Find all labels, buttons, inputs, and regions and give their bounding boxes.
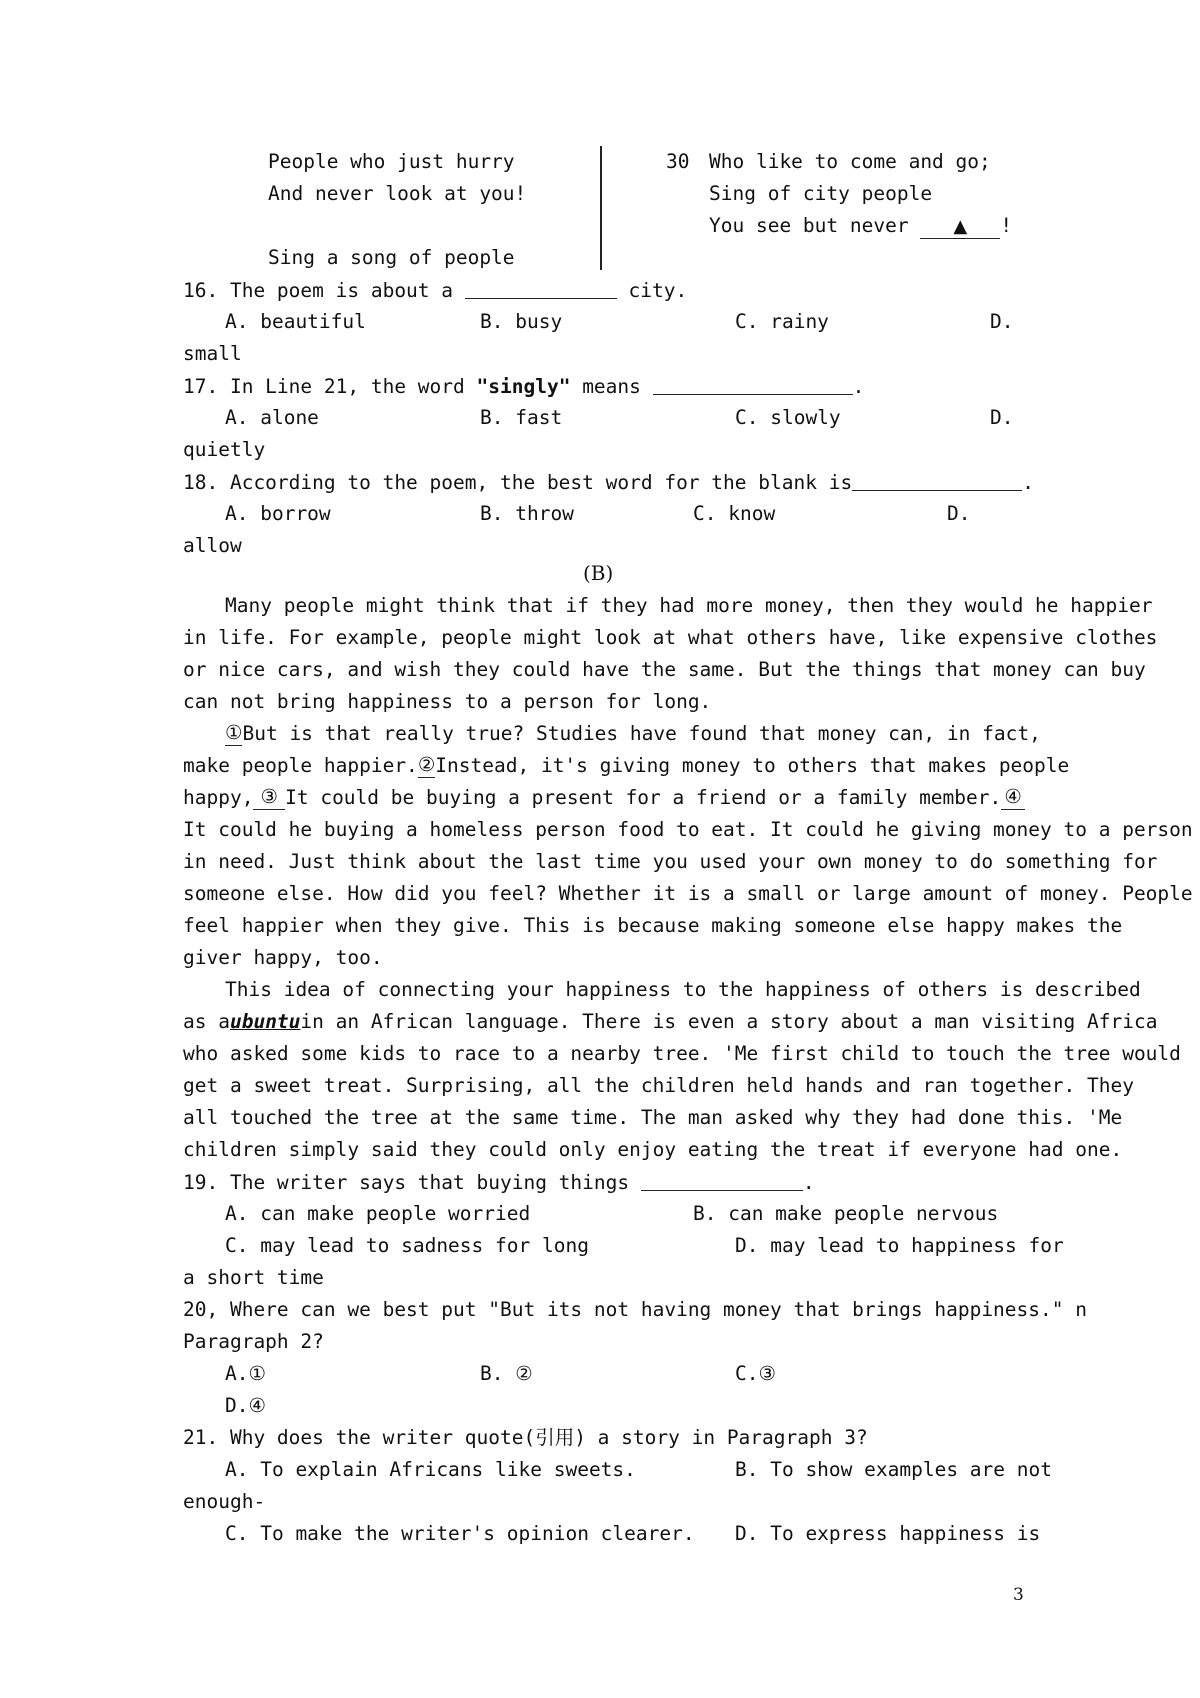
option-b: B. busy [480, 310, 563, 333]
question-20-stem: 20, Where can we best put "But its not having money that brings happiness." n [183, 1298, 1087, 1321]
option-a: A.① [225, 1362, 266, 1385]
option-b: B. fast [480, 406, 563, 429]
passage-text: make people happier. [183, 754, 418, 777]
question-16-end: city. [628, 279, 688, 302]
question-17-text-post: means [582, 375, 641, 398]
passage-line: all touched the tree at the same time. The man asked why they had done this. 'Me [183, 1106, 1123, 1129]
option-c: C. may lead to sadness for long [225, 1234, 589, 1257]
option-d-text: a short time [183, 1266, 324, 1289]
option-a: A. To explain Africans like sweets. [225, 1458, 636, 1481]
passage-line: Many people might think that if they had more money, then they would he happier [225, 594, 1153, 617]
poem-end-punct: ! [1000, 214, 1013, 237]
question-16-stem [183, 278, 687, 303]
poem-right-line [709, 214, 1012, 239]
option-d: D. [990, 310, 1014, 333]
poem-left-line: People who just hurry [268, 150, 515, 173]
option-d: D. [990, 406, 1014, 429]
question-16-text: 16. The poem is about a [183, 279, 454, 302]
passage-line: someone else. How did you feel? Whether it is a small or large amount of money. People [183, 882, 1193, 905]
blank-marker-4: ④ [1001, 786, 1025, 810]
answer-blank [653, 374, 853, 395]
option-a: A. beautiful [225, 310, 366, 333]
passage-text: as a [183, 1010, 230, 1033]
passage-line: feel happier when they give. This is because making someone else happy makes the [183, 914, 1123, 937]
option-d-text: quietly [183, 438, 266, 461]
question-19-stem [183, 1170, 815, 1195]
passage-text: happy, [183, 786, 254, 809]
passage-line: It could he buying a homeless person food to eat. It could he giving money to a person [183, 818, 1193, 841]
passage-line: in life. For example, people might look at what others have, like expensive clothes [183, 626, 1158, 649]
poem-right-line: Sing of city people [709, 182, 933, 205]
question-18-text: 18. According to the poem, the best word for the blank is [183, 471, 853, 494]
option-b: B. To show examples are not [735, 1458, 1052, 1481]
passage-text: But is that really true? Studies have found that money can, in fact, [242, 722, 1041, 745]
page-number: 3 [1013, 1585, 1024, 1605]
option-c: C. rainy [735, 310, 829, 333]
passage-line: can not bring happiness to a person for long. [183, 690, 712, 713]
blank-marker-3: ③ [253, 786, 285, 810]
question-19-end: . [802, 1171, 815, 1194]
poem-divider [600, 146, 602, 270]
blank-marker-1: ① [225, 721, 243, 744]
passage-keyword: ubuntu [229, 1010, 301, 1033]
passage-line [225, 721, 1041, 746]
question-19-text: 19. The writer says that buying things [183, 1171, 630, 1194]
answer-blank [641, 1170, 803, 1191]
poem-right-text: You see but never [709, 214, 909, 237]
poem-line-number: 30 [666, 150, 690, 173]
passage-line: This idea of connecting your happiness to the happiness of others is described [225, 978, 1141, 1001]
question-18-stem [183, 470, 1034, 495]
poem-right-line: Who like to come and go; [709, 150, 991, 173]
passage-line [183, 786, 1025, 810]
question-18-end: . [1022, 471, 1034, 494]
poem-left-line: Sing a song of people [268, 246, 515, 269]
passage-line: or nice cars, and wish they could have the same. But the things that money can buy [183, 658, 1146, 681]
question-17-keyword: "singly" [476, 375, 571, 398]
question-17-stem [183, 374, 864, 399]
option-a: A. borrow [225, 502, 331, 525]
passage-line: get a sweet treat. Surprising, all the children held hands and ran together. They [183, 1074, 1134, 1097]
option-c: C. slowly [735, 406, 841, 429]
passage-line: children simply said they could only enjoy eating the treat if everyone had one. [183, 1138, 1123, 1161]
option-c: C.③ [735, 1362, 776, 1385]
question-17-end: . [852, 375, 865, 398]
option-c: C. know [693, 502, 776, 525]
passage-line [183, 1010, 1158, 1034]
passage-line [183, 753, 1070, 778]
answer-blank-triangle: ▲ [920, 216, 1000, 239]
option-b: B. can make people nervous [693, 1202, 999, 1225]
option-d-text: small [183, 342, 242, 365]
option-a: A. alone [225, 406, 319, 429]
blank-marker-2: ② [417, 753, 436, 776]
question-17-text: 17. In Line 21, the word [183, 375, 465, 398]
option-b: B. throw [480, 502, 574, 525]
question-21-stem: 21. Why does the writer quote(引用) a story in Paragraph 3? [183, 1426, 868, 1449]
option-a: A. can make people worried [225, 1202, 531, 1225]
passage-line: in need. Just think about the last time you used your own money to do something for [183, 850, 1158, 873]
passage-text: in an African language. There is even a story about a man visiting Africa [300, 1010, 1158, 1033]
option-d-text: allow [183, 534, 242, 557]
answer-blank [852, 470, 1022, 491]
passage-text: It could be buying a present for a friend or a family member. [285, 786, 1002, 809]
option-d: D. To express happiness is [735, 1522, 1041, 1545]
option-b-text: enough- [183, 1490, 266, 1513]
answer-blank [465, 278, 617, 299]
option-c: C. To make the writer's opinion clearer. [225, 1522, 695, 1545]
option-d: D.④ [225, 1394, 266, 1417]
section-heading: (B) [583, 561, 614, 585]
question-20-stem-cont: Paragraph 2? [183, 1330, 324, 1353]
passage-line: giver happy, too. [183, 946, 383, 969]
option-b: B. ② [480, 1362, 533, 1385]
passage-line: who asked some kids to race to a nearby tree. 'Me first child to touch the tree would [183, 1042, 1181, 1065]
poem-left-line: And never look at you! [268, 182, 527, 205]
option-d: D. may lead to happiness for [735, 1234, 1064, 1257]
passage-text: Instead, it's giving money to others that makes people [435, 754, 1070, 777]
option-d: D. [947, 502, 971, 525]
